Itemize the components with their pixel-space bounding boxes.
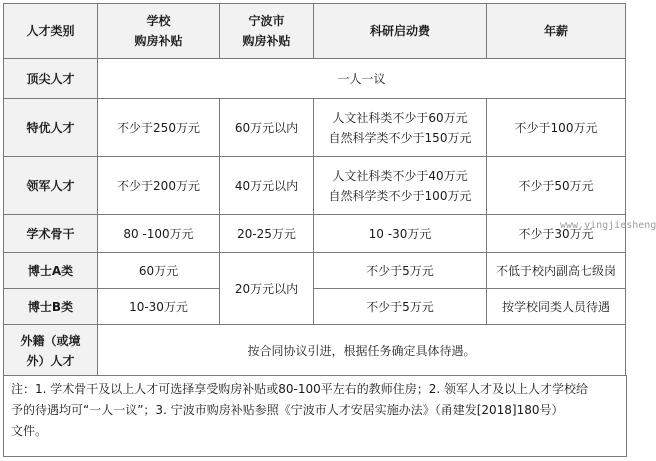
header-category: 人才类别 <box>4 4 98 59</box>
leader-research-fund <box>314 157 487 215</box>
table-row-phd-a <box>4 253 626 289</box>
table-row-foreign <box>4 325 626 377</box>
phd-a-research-fund: 不少于5万元 <box>314 253 487 289</box>
header-salary: 年薪 <box>487 4 626 59</box>
backbone-ningbo-subsidy: 20-25万元 <box>220 215 314 253</box>
header-research-fund: 科研启动费 <box>314 4 487 59</box>
header-ningbo-subsidy-line2: 购房补贴 <box>242 34 291 48</box>
table-row-backbone <box>4 215 626 253</box>
phd-a-school-subsidy: 60万元 <box>98 253 220 289</box>
leader-ningbo-subsidy: 40万元以内 <box>220 157 314 215</box>
table-row-top <box>4 59 626 99</box>
phd-b-school-subsidy: 10-30万元 <box>98 289 220 325</box>
table-row-special <box>4 99 626 157</box>
top-merged-cell: 一人一议 <box>98 59 626 99</box>
row-name-top: 顶尖人才 <box>4 59 98 99</box>
header-ningbo-subsidy-line1: 宁波市 <box>248 14 285 28</box>
header-ningbo-subsidy <box>220 4 314 59</box>
watermark: www.yingjiesheng <box>560 220 656 231</box>
row-name-phd-a: 博士A类 <box>4 253 98 289</box>
special-research-fund <box>314 99 487 157</box>
special-research-line2: 自然科学类不少于150万元 <box>328 130 472 145</box>
footnote-line-2: 予的待遇均可“一人一议”；3. 宁波市购房补贴参照《宁波市人才安居实施办法》（甬建发[2018]180号） <box>11 403 564 417</box>
leader-salary: 不少于50万元 <box>487 157 626 215</box>
footnote-line-3: 文件。 <box>11 424 48 438</box>
row-name-phd-b: 博士B类 <box>4 289 98 325</box>
table-header-row <box>4 4 626 59</box>
row-name-special: 特优人才 <box>4 99 98 157</box>
leader-research-line2: 自然科学类不少于100万元 <box>328 188 472 203</box>
phd-a-salary: 不低于校内副高七级岗 <box>487 253 626 289</box>
phd-b-salary: 按学校同类人员待遇 <box>487 289 626 325</box>
leader-research-line1: 人文社科类不少于40万元 <box>332 168 468 183</box>
footnote-line-1: 注：1. 学术骨干及以上人才可选择享受购房补贴或80-100平左右的教师住房；2. 领军人才及以上人才学校给 <box>11 382 589 396</box>
phd-ningbo-subsidy: 20万元以内 <box>220 253 314 325</box>
talent-benefits-table <box>3 3 626 377</box>
footnote-box <box>3 375 627 457</box>
special-ningbo-subsidy: 60万元以内 <box>220 99 314 157</box>
phd-b-research-fund: 不少于5万元 <box>314 289 487 325</box>
row-name-backbone: 学术骨干 <box>4 215 98 253</box>
special-research-line1: 人文社科类不少于60万元 <box>332 110 468 125</box>
header-school-subsidy-line2: 购房补贴 <box>134 34 183 48</box>
backbone-research-fund: 10 -30万元 <box>314 215 487 253</box>
header-school-subsidy <box>98 4 220 59</box>
row-name-leader: 领军人才 <box>4 157 98 215</box>
table-row-leader <box>4 157 626 215</box>
table-row-phd-b <box>4 289 626 325</box>
row-name-foreign-line1: 外籍（或境 <box>20 333 81 348</box>
backbone-salary: 不少于30万元 <box>487 215 626 253</box>
row-name-foreign-line2: 外）人才 <box>26 353 75 368</box>
special-salary: 不少于100万元 <box>487 99 626 157</box>
leader-school-subsidy: 不少于200万元 <box>98 157 220 215</box>
backbone-school-subsidy: 80 -100万元 <box>98 215 220 253</box>
special-school-subsidy: 不少于250万元 <box>98 99 220 157</box>
row-name-foreign <box>4 325 98 377</box>
foreign-merged-cell: 按合同协议引进，根据任务确定具体待遇。 <box>98 325 626 377</box>
header-school-subsidy-line1: 学校 <box>146 14 171 28</box>
footnote-text <box>4 376 626 442</box>
